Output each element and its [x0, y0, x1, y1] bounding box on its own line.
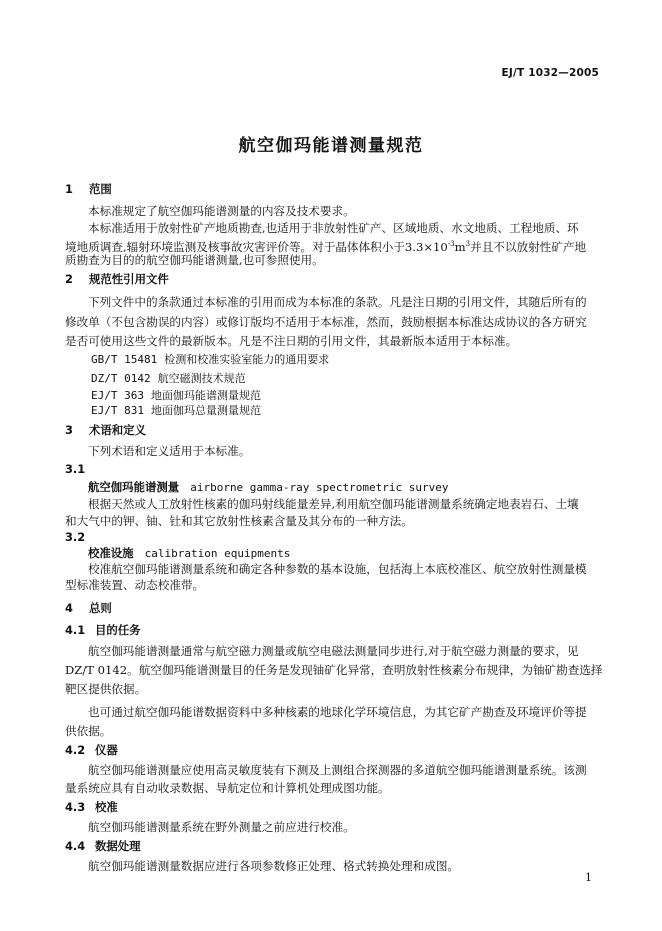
section-title: 术语和定义 — [89, 423, 146, 437]
section-title: 总则 — [89, 601, 112, 615]
section-title: 规范性引用文件 — [89, 272, 169, 286]
paragraph-line: 航空伽玛能谱测量通常与航空磁力测量或航空电磁法测量同步进行,对于航空磁力测量的要求，见 — [88, 644, 579, 658]
term-number: 3.1 — [65, 462, 86, 476]
reference-code: EJ/T 363 — [91, 389, 144, 402]
paragraph-line: 供依据。 — [65, 724, 112, 738]
reference-title: 地面伽玛能谱测量规范 — [150, 389, 261, 402]
reference-item — [91, 371, 246, 386]
paragraph-line: 是否可使用这些文件的最新版本。凡是不注日期的引用文件，其最新版本适用于本标准。 — [65, 334, 518, 348]
text-span: 境地质调查,辐射环境监测及核事故灾害评价等。对于晶体体积小于3.3×10 — [65, 239, 448, 254]
paragraph-line: 也可通过航空伽玛能谱数据资料中多种核素的地球化学环境信息，为其它矿产勘查及环境评价等提 — [88, 705, 587, 719]
reference-code: GB/T 15481 — [91, 353, 158, 366]
subsection-number: 4.4 — [65, 839, 86, 853]
section-number: 4 — [65, 601, 73, 615]
section-number: 1 — [65, 182, 73, 196]
superscript: 3 — [465, 240, 471, 248]
subsection-title: 数据处理 — [95, 839, 141, 853]
paragraph-line: 本标准适用于放射性矿产地质勘查,也适用于非放射性矿产、区域地质、水文地质、工程地质、环 — [88, 221, 579, 235]
subsection-4-3-heading — [65, 800, 118, 815]
section-1-heading — [65, 182, 112, 197]
paragraph-line: 靶区提供依据。 — [65, 682, 147, 696]
subsection-number: 4.3 — [65, 800, 86, 814]
subsection-number: 4.2 — [65, 743, 86, 757]
paragraph-line: 本标准规定了航空伽玛能谱测量的内容及技术要求。 — [88, 204, 355, 218]
paragraph-line: 航空伽玛能谱测量应使用高灵敏度装有下测及上测组合探测器的多道航空伽玛能谱测量系统。该测 — [88, 763, 587, 777]
term-name: 校准设施 — [88, 546, 134, 560]
paragraph-line: 型标准装置、动态校准带。 — [65, 578, 205, 592]
paragraph-line: 根据天然或人工放射性核素的伽玛射线能量差异,利用航空伽玛能谱测量系统确定地表岩石、土壤 — [88, 497, 579, 511]
paragraph-line: 量系统应具有自动收录数据、导航定位和计算机处理成图功能。 — [65, 781, 390, 795]
reference-item — [91, 403, 261, 418]
subsection-title: 校准 — [95, 800, 118, 814]
section-number: 2 — [65, 272, 73, 286]
subsection-number: 4.1 — [65, 623, 86, 637]
reference-code: DZ/T 0142 — [91, 372, 151, 385]
paragraph-line: 质勘查为目的的航空伽玛能谱测量,也可参照使用。 — [65, 253, 324, 267]
reference-code: EJ/T 831 — [91, 404, 144, 417]
paragraph-line: 航空伽玛能谱测量数据应进行各项参数修正处理、格式转换处理和成图。 — [88, 859, 460, 873]
paragraph-line: 下列术语和定义适用于本标准。 — [88, 444, 251, 458]
paragraph-line: 和大气中的钾、铀、钍和其它放射性核素含量及其分布的一种方法。 — [65, 514, 413, 528]
subsection-title: 仪器 — [95, 743, 118, 757]
section-4-heading — [65, 601, 112, 616]
subsection-4-1-heading — [65, 623, 141, 638]
superscript: -3 — [447, 240, 455, 248]
paragraph-line: 下列文件中的条款通过本标准的引用而成为本标准的条款。凡是注日期的引用文件，其随后所有的 — [88, 295, 587, 309]
reference-title: 检测和校准实验室能力的通用要求 — [164, 353, 330, 366]
section-number: 3 — [65, 423, 73, 437]
subsection-4-2-heading — [65, 743, 118, 758]
reference-item — [91, 352, 329, 367]
term-english: airborne gamma-ray spectrometric survey — [190, 481, 449, 494]
subsection-title: 目的任务 — [95, 623, 141, 637]
section-2-heading — [65, 272, 169, 287]
page-title: 航空伽玛能谱测量规范 — [238, 136, 424, 156]
term-entry — [88, 480, 448, 495]
reference-title: 航空磁测技术规范 — [157, 372, 246, 385]
section-title: 范围 — [89, 182, 112, 196]
unit-text: m — [454, 239, 466, 254]
term-name: 航空伽玛能谱测量 — [88, 480, 180, 494]
paragraph-line: 修改单（不包含勘误的内容）或修订版均不适用于本标准，然而，鼓励根据本标准达成协议的各方研究 — [65, 315, 587, 329]
reference-title: 地面伽玛总量测量规范 — [150, 404, 261, 417]
paragraph-line: DZ/T 0142。航空伽玛能谱测量目的任务是发现铀矿化异常，查明放射性核素分布规律，为铀矿勘查选择 — [65, 663, 603, 677]
page-number: 1 — [585, 871, 592, 884]
paragraph-line: 校准航空伽玛能谱测量系统和确定各种参数的基本设施，包括海上本底校准区、航空放射性测量模 — [88, 562, 587, 576]
subsection-4-4-heading — [65, 839, 141, 854]
term-english: calibration equipments — [144, 547, 291, 560]
term-entry — [88, 546, 290, 561]
section-3-heading — [65, 423, 146, 438]
term-number: 3.2 — [65, 530, 86, 544]
text-span: 并且不以放射性矿产地 — [470, 239, 587, 254]
paragraph-line: 航空伽玛能谱测量系统在野外测量之前应进行校准。 — [88, 820, 355, 834]
document-code: EJ/T 1032—2005 — [501, 67, 599, 79]
reference-item — [91, 388, 261, 403]
